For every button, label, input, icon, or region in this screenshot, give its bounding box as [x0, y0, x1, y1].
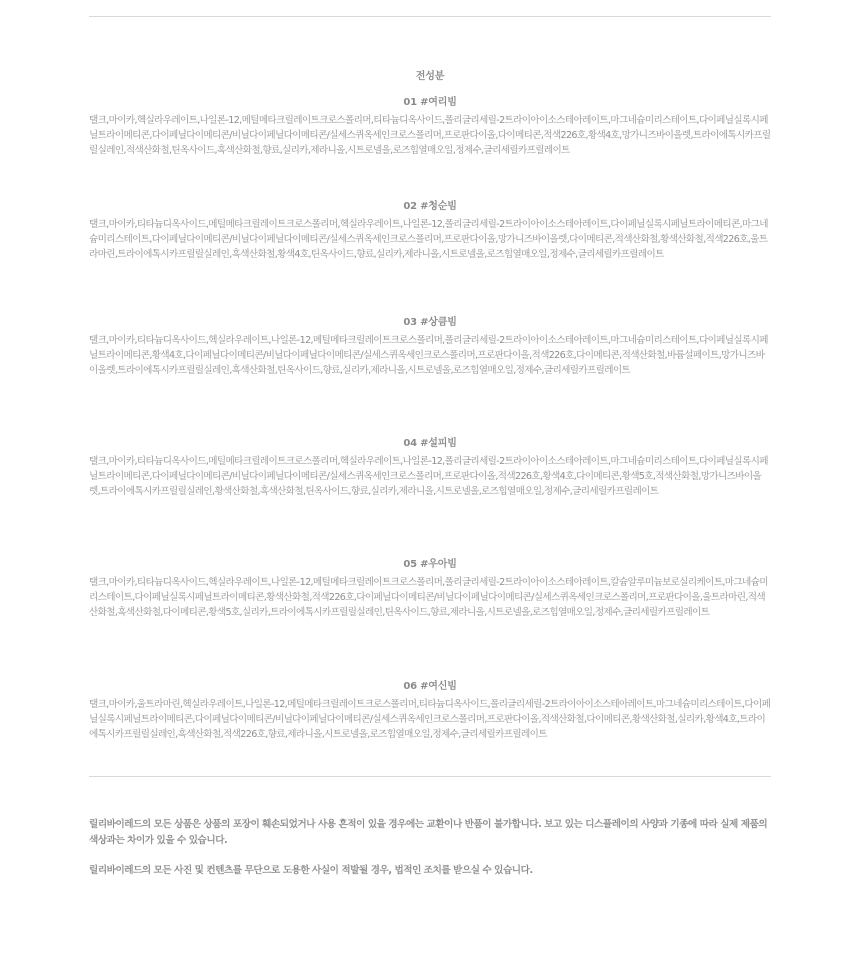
product-name: 02 #청순빔: [403, 201, 457, 212]
section-title: 전성분: [415, 71, 445, 82]
product-block: [89, 555, 771, 621]
product-name: 04 #설피빔: [403, 438, 457, 449]
product-ingredients: 탤크,마이카,울트라마린,헥실라우레이트,나일론-12,메틸메타크릴레이트크로스폴리머,티타늄디옥사이드,폴리글리세릴-2트라이아이소스테아레이트,마그네슘미리스테이트,다이페닐실록시페닐트라이메티콘,다이페닐다이메티콘/비닐다이페닐다이메티콘/실세스퀴옥세인크로스폴리머,프로판다이올,적색산화철,다이메티콘,황색산화철,실리카,황색4호,트라이에톡시카프릴릴실레인,흑색산화철,적색226호,향료,제라니올,시트로넬올,로즈힙열매오일,정제수,글리세릴카프릴레이트: [89, 699, 771, 741]
product-block: [89, 313, 771, 379]
product-name: 01 #여리빔: [403, 97, 457, 108]
product-name: 05 #우아빔: [403, 559, 457, 570]
product-ingredients: 탤크,마이카,티타늄디옥사이드,헥실라우레이트,나일론-12,메틸메타크릴레이트크로스폴리머,폴리글리세릴-2트라이아이소스테아레이트,칼슘알루미늄보로실리케이트,마그네슘미리스테이트,다이페닐실록시페닐트라이메티콘,황색산화철,적색226호,다이페닐다이메티콘/비닐다이페닐다이메티콘/실세스퀴옥세인크로스폴리머,프로판다이올,울트라마린,적색산화철,흑색산화철,다이메티콘,황색5호,실리카,트라이에톡시카프릴릴실레인,틴옥사이드,향료,제라니올,시트로넬올,로즈힙열매오일,정제수,글리세릴카프릴레이트: [89, 577, 768, 619]
product-block: [89, 93, 771, 159]
product-ingredients: 탤크,마이카,티타늄디옥사이드,메틸메타크릴레이트크로스폴리머,헥실라우레이트,나일론-12,폴리글리세릴-2트라이아이소스테아레이트,다이페닐실록시페닐트라이메티콘,마그네슘미리스테이트,다이페닐다이메티콘/비닐다이페닐다이메티콘/실세스퀴옥세인크로스폴리머,프로판다이올,망가니즈바이올렛,다이메티콘,적색산화철,황색산화철,적색226호,울트라마린,트라이에톡시카프릴릴실레인,흑색산화철,황색4호,틴옥사이드,향료,실리카,제라니올,시트로넬올,로즈힙열매오일,정제수,글리세릴카프릴레이트: [89, 219, 768, 261]
product-block: [89, 197, 771, 263]
return-policy-notice: 릴리바이레드의 모든 상품은 상품의 포장이 훼손되었거나 사용 흔적이 있을 경우에는 교환이나 반품이 불가합니다. 보고 있는 디스플레이의 사양과 기종에 따라 실제 제품의 색상과는 차이가 있을 수 있습니다.: [89, 819, 768, 846]
product-ingredients: 탤크,마이카,티타늄디옥사이드,메틸메타크릴레이트크로스폴리머,헥실라우레이트,나일론-12,폴리글리세릴-2트라이아이소스테아레이트,마그네슘미리스테이트,다이페닐실록시페닐트라이메티콘,다이페닐다이메티콘/비닐다이페닐다이메티콘/실세스퀴옥세인크로스폴리머,프로판다이올,적색226호,황색4호,다이메티콘,황색5호,적색산화철,망가니즈바이올렛,트라이에톡시카프릴릴실레인,황색산화철,흑색산화철,틴옥사이드,향료,실리카,제라니올,시트로넬올,로즈힙열매오일,정제수,글리세릴카프릴레이트: [89, 456, 768, 498]
product-name: 06 #여신빔: [403, 681, 457, 692]
product-block: [89, 434, 771, 500]
bottom-divider: [89, 776, 771, 777]
copyright-notice: 릴리바이레드의 모든 사진 및 컨텐츠를 무단으로 도용한 사실이 적발될 경우, 법적인 조치를 받으실 수 있습니다.: [89, 865, 533, 876]
product-block: [89, 677, 771, 743]
product-ingredients: 탤크,마이카,헥실라우레이트,나일론-12,메틸메타크릴레이트크로스폴리머,티타늄디옥사이드,폴리글리세릴-2트라이아이소스테아레이트,마그네슘미리스테이트,다이페닐실록시페닐트라이메티콘,다이페닐다이메티콘/비닐다이페닐다이메티콘/실세스퀴옥세인크로스폴리머,프로판다이올,다이메티콘,적색226호,황색4호,망가니즈바이올렛,트라이에톡시카프릴릴실레인,적색산화철,틴옥사이드,흑색산화철,향료,실리카,제라니올,시트로넬올,로즈힙열매오일,정제수,글리세릴카프릴레이트: [89, 115, 771, 157]
product-ingredients: 탤크,마이카,티타늄디옥사이드,헥실라우레이트,나일론-12,메틸메타크릴레이트크로스폴리머,폴리글리세릴-2트라이아이소스테아레이트,마그네슘미리스테이트,다이페닐실록시페닐트라이메티콘,황색4호,다이페닐다이메티콘/비닐다이페닐다이메티콘/실세스퀴옥세인크로스폴리머,프로판다이올,적색226호,다이메티콘,적색산화철,바륨설페이트,망가니즈바이올렛,트라이에톡시카프릴릴실레인,흑색산화철,틴옥사이드,향료,실리카,제라니올,시트로넬올,로즈힙열매오일,정제수,글리세릴카프릴레이트: [89, 335, 768, 377]
product-name: 03 #상큼빔: [403, 317, 457, 328]
top-divider: [89, 16, 771, 17]
